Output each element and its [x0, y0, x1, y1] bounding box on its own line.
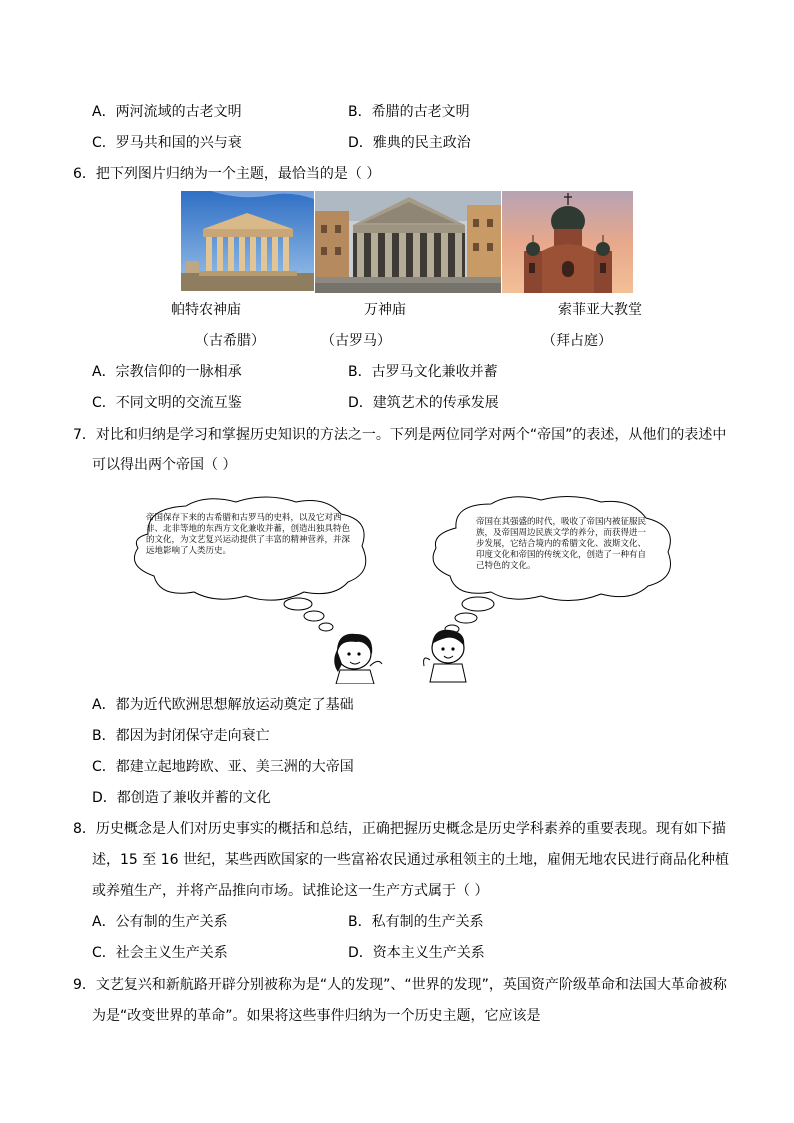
parthenon-era: （古希腊） [195, 333, 265, 349]
parthenon-caption: 帕特农神庙 [171, 302, 241, 318]
saint-sophia-photo [502, 191, 633, 293]
q8-option-c[interactable]: C．社会主义生产关系 [92, 945, 228, 961]
q8-option-b[interactable]: B．私有制的生产关系 [348, 914, 484, 930]
saint-sophia-caption: 索菲亚大教堂 [558, 302, 642, 318]
parthenon-photo [181, 191, 314, 291]
q6-stem: 6．把下列图片归纳为一个主题，最恰当的是（ ） [73, 166, 381, 182]
q6-option-d[interactable]: D．建筑艺术的传承发展 [348, 395, 499, 411]
pantheon-era: （古罗马） [321, 333, 391, 349]
q5-option-c[interactable]: C．罗马共和国的兴与衰 [92, 135, 242, 151]
q6-option-b[interactable]: B．古罗马文化兼收并蓄 [348, 364, 498, 380]
q8-option-a[interactable]: A．公有制的生产关系 [92, 914, 228, 930]
q5-option-b[interactable]: B．希腊的古老文明 [348, 104, 470, 120]
q9-stem-line2: 为是“改变世界的革命”。如果将这些事件归纳为一个历史主题，它应该是 [92, 1008, 541, 1024]
q6-option-a[interactable]: A．宗教信仰的一脉相承 [92, 364, 242, 380]
q7-option-a[interactable]: A．都为近代欧洲思想解放运动奠定了基础 [92, 697, 354, 713]
q7-option-c[interactable]: C．都建立起地跨欧、亚、美三洲的大帝国 [92, 759, 354, 775]
girl-cartoon [334, 634, 382, 684]
q8-stem-line1: 8．历史概念是人们对历史事实的概括和总结，正确把握历史概念是历史学科素养的重要表现。现有如下描 [73, 821, 726, 837]
q8-stem-line2: 述，15 至 16 世纪，某些西欧国家的一些富裕农民通过承租领主的土地，雇佣无地农民进行商品化种植 [92, 852, 729, 868]
q7-stem-line2: 可以得出两个帝国（ ） [92, 457, 237, 473]
q5-option-d[interactable]: D．雅典的民主政治 [348, 135, 471, 151]
q7-option-d[interactable]: D．都创造了兼收并蓄的文化 [92, 790, 271, 806]
boy-cartoon [424, 630, 466, 682]
saint-sophia-era: （拜占庭） [542, 333, 612, 349]
pantheon-caption: 万神庙 [364, 302, 406, 318]
pantheon-photo [315, 191, 501, 293]
q5-option-a[interactable]: A．两河流域的古老文明 [92, 104, 242, 120]
q7-stem-line1: 7．对比和归纳是学习和掌握历史知识的方法之一。下列是两位同学对两个“帝国”的表述，从他们的表述中 [73, 427, 727, 443]
q8-option-d[interactable]: D．资本主义生产关系 [348, 945, 485, 961]
q7-option-b[interactable]: B．都因为封闭保守走向衰亡 [92, 728, 270, 744]
q9-stem-line1: 9．文艺复兴和新航路开辟分别被称为是“人的发现”、“世界的发现”，英国资产阶级革命和法国大革命被称 [73, 977, 727, 993]
bubble-left-text: 帝国保存下来的古希腊和古罗马的史料，以及它对西非、北非等地的东西方文化兼收并蓄，创造出独具特色的文化，为文艺复兴运动提供了丰富的精神营养，并深远地影响了人类历史。 [146, 513, 351, 556]
q6-option-c[interactable]: C．不同文明的交流互鉴 [92, 395, 242, 411]
bubble-right-text: 帝国在其强盛的时代，吸收了帝国内被征服民族，及帝国周边民族文学的养分，而获得进一步发展，它结合境内的希腊文化、波斯文化、印度文化和帝国的传统文化，创造了一种有自己特色的文化。 [476, 517, 647, 571]
q8-stem-line3: 或养殖生产，并将产品推向市场。试推论这一生产方式属于（ ） [92, 883, 489, 899]
